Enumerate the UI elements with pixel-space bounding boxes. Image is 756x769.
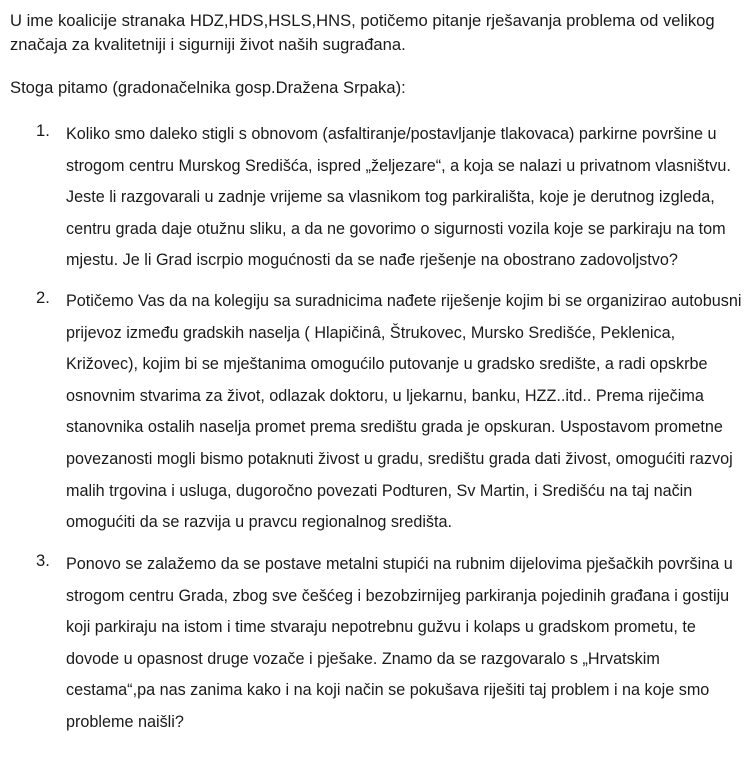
list-item-text: Ponovo se zalažemo da se postave metalni stupići na rubnim dijelovima pješačkih površina u strogom centru Grada, zbog sve češćeg i bezobzirnijeg parkiranja pojedinih građana i gostiju koji parkiraju na istom i time stvaraju nepotrebnu gužvu i kolaps u gradskom prometu, te dovode u opasnost druge vozače i pješake. Znamo da se razgovaralo s „Hrvatskim cestama“,pa nas zanima kako i na koji način se pokušava riješiti taj problem i na koje smo probleme naišli? [66,555,733,731]
list-item-number: 3. [36,551,50,570]
list-item-number: 2. [36,288,50,307]
list-item-number: 1. [36,121,50,140]
intro-paragraph: U ime koalicije stranaka HDZ,HDS,HSLS,HNS, potičemo pitanje rješavanja problema od velikog značaja za kvalitetniji i sigurniji život naših sugrađana. [10,11,715,54]
question-lead: Stoga pitamo (gradonačelnika gosp.Dražena Srpaka): [10,78,406,97]
list-item-text: Potičemo Vas da na kolegiju sa suradnicima nađete riješenje kojim bi se organizirao autobusni prijevoz između gradskih naselja ( Hlapičinâ, Štrukovec, Mursko Središće, Peklenica, Križovec), kojim bi se mještanima omogućilo putovanje u gradsko središte, a radi opskrbe osnovnim stvarima za život, odlazak doktoru, u ljekarnu, banku, HZZ..itd.. Prema riječima stanovnika ostalih naselja promet prema središtu grada je opskuran. Uspostavom prometne povezanosti mogli bismo potaknuti živost u gradu, središtu grada dati živost, omogućiti razvoj malih trgovina i usluga, dugoročno povezati Podturen, Sv Martin, i Središću na taj način omogućiti da se razvija u pravcu regionalnog središta. [66,292,742,532]
list-item-text: Koliko smo daleko stigli s obnovom (asfaltiranje/postavljanje tlakovaca) parkirne površine u strogom centru Murskog Središća, ispred „željezare“, a koja se nalazi u privatnom vlasništvu. Jeste li razgovarali u zadnje vrijeme sa vlasnikom tog parkirališta, koje je derutnog izgleda, centru grada daje otužnu sliku, a da ne govorimo o sigurnosti vozila koje se parkiraju na tom mjestu. Je li Grad iscrpio mogućnosti da se nađe rješenje na obostrano zadovoljstvo? [66,125,731,270]
